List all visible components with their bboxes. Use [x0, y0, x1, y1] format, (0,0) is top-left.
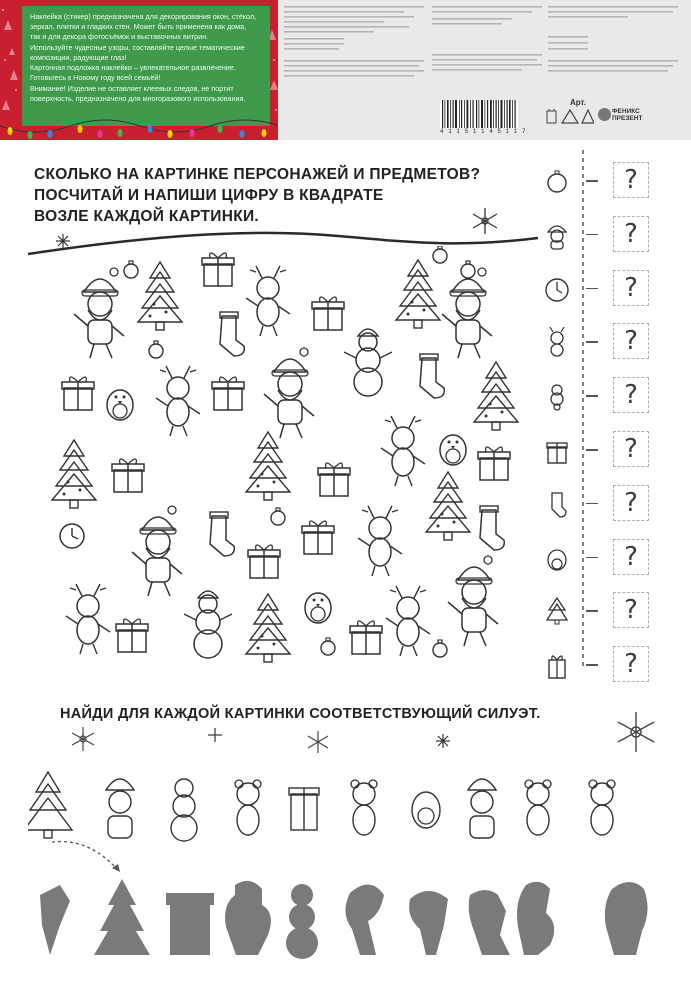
answer-box[interactable]: ? — [613, 592, 649, 628]
ornament-figure — [271, 508, 285, 525]
count-row — [538, 270, 678, 310]
snowflake-icon — [70, 726, 96, 752]
silhouette-snowman-head — [291, 884, 313, 906]
tree-figure — [246, 432, 290, 500]
silhouettes-row — [30, 865, 670, 965]
silhouette-tree — [94, 879, 150, 955]
description-line: композиции, радующие глаз! — [30, 52, 127, 62]
connector-dash — [586, 180, 598, 182]
gift-figure — [112, 459, 144, 492]
silhouette-gift — [170, 905, 210, 955]
stocking-figure — [220, 312, 244, 356]
tree-figure — [474, 362, 518, 430]
answer-box[interactable]: ? — [613, 646, 649, 682]
brand-logo-icon — [598, 108, 611, 121]
silhouette-gift-lid — [166, 893, 214, 905]
stocking-figure — [210, 512, 234, 556]
counting-scene — [28, 246, 538, 666]
task1-heading-line-3: ВОЗЛЕ КАЖДОЙ КАРТИНКИ. — [34, 208, 260, 225]
connector-dash — [586, 449, 598, 451]
gift-figure — [116, 619, 148, 652]
task2-heading: НАЙДИ ДЛЯ КАЖДОЙ КАРТИНКИ СООТВЕТСТВУЮЩИЙ СИЛУЭТ. — [60, 706, 541, 722]
gift-box-icon — [544, 435, 570, 465]
bullfinch-icon — [544, 543, 570, 573]
reindeer-figure — [381, 416, 425, 486]
answer-box[interactable]: ? — [613, 216, 649, 252]
garland-lights-icon — [0, 118, 278, 140]
package-header — [0, 0, 691, 140]
answer-box[interactable]: ? — [613, 377, 649, 413]
description-line: Внимание! Изделие не оставляет клеевых следов, не портит — [30, 83, 234, 93]
gift-figure — [212, 377, 244, 410]
tree-figure — [396, 260, 440, 328]
description-line: поверхность, предназначено для многоразового использования. — [30, 93, 246, 103]
festive-red-band — [0, 0, 278, 140]
answer-box[interactable]: ? — [613, 162, 649, 198]
brand-line-2: ПРЕЗЕНТ — [612, 115, 643, 123]
description-line: Используйте чудесные узоры, составляйте целые тематические — [30, 42, 245, 52]
gift-figure — [312, 297, 344, 330]
brand-name — [612, 108, 642, 123]
bird-figure — [107, 390, 133, 420]
reindeer-figure — [386, 586, 430, 656]
gift-figure — [478, 447, 510, 480]
silhouette-monkey — [345, 884, 384, 955]
bird-figure — [305, 593, 331, 623]
snowflake-icon — [306, 730, 330, 754]
answer-box[interactable]: ? — [613, 431, 649, 467]
stocking-icon — [544, 489, 570, 519]
product-description-box — [22, 6, 270, 126]
answer-box[interactable]: ? — [613, 539, 649, 575]
santa-figure — [74, 268, 124, 358]
clock-icon — [544, 274, 570, 304]
tree-figure — [426, 472, 470, 540]
connector-dash — [586, 341, 598, 343]
sparkle-icon — [208, 728, 222, 742]
snowflake-icon — [470, 206, 500, 236]
santa-icon — [544, 220, 570, 250]
santa-figure — [448, 556, 498, 646]
description-line: так и для декора фотосъёмок и выставочных витрин. — [30, 32, 209, 42]
silhouette-bird — [409, 891, 448, 955]
silhouette-snowman-body — [289, 904, 315, 930]
bird-figure — [440, 435, 466, 465]
snowflake-icon — [614, 710, 658, 754]
count-row — [538, 485, 678, 525]
sparkle-icon — [436, 734, 450, 748]
characters-row — [28, 768, 668, 848]
santa-figure — [442, 268, 492, 358]
count-row — [538, 162, 678, 202]
connector-dash — [586, 664, 598, 666]
snowman-figure — [344, 329, 392, 396]
gift-figure — [248, 545, 280, 578]
task1-heading-line-2: ПОСЧИТАЙ И НАПИШИ ЦИФРУ В КВАДРАТЕ — [34, 187, 384, 204]
silhouette-deer — [40, 885, 70, 955]
connector-dash — [586, 395, 598, 397]
silhouette-animal — [517, 882, 554, 955]
gift-figure — [202, 253, 234, 286]
description-line: Готовьтесь к Новому году всей семьёй! — [30, 73, 161, 83]
task1-heading-line-1: СКОЛЬКО НА КАРТИНКЕ ПЕРСОНАЖЕЙ И ПРЕДМЕТОВ? — [34, 166, 481, 183]
count-row — [538, 592, 678, 632]
tree-figure — [52, 440, 96, 508]
count-row — [538, 323, 678, 363]
snowman-figure — [184, 591, 232, 658]
ornament-figure — [321, 638, 335, 655]
gift-figure — [302, 521, 334, 554]
gift-figure — [350, 621, 382, 654]
count-row — [538, 216, 678, 256]
answer-box[interactable]: ? — [613, 270, 649, 306]
reindeer-figure — [246, 266, 290, 336]
connector-dash — [586, 288, 598, 290]
reindeer-icon — [544, 327, 570, 357]
connector-dash — [586, 234, 598, 236]
christmas-tree-icon — [544, 596, 570, 626]
reindeer-figure — [358, 506, 402, 576]
tree-figure — [138, 262, 182, 330]
count-row — [538, 539, 678, 579]
gift-figure — [318, 463, 350, 496]
clock-figure — [60, 524, 84, 548]
santa-figure — [132, 506, 182, 596]
count-row — [538, 377, 678, 417]
tree-figure — [246, 594, 290, 662]
barcode-number: 4 1 1 5 1 1 4 5 1 1 7 — [440, 128, 527, 135]
snowman-icon — [544, 381, 570, 411]
ornament-figure — [461, 261, 475, 278]
santa-figure — [264, 348, 314, 438]
ornament-ball-icon — [544, 166, 570, 196]
ornament-figure — [433, 640, 447, 657]
gift-figure — [62, 377, 94, 410]
answer-box[interactable]: ? — [613, 323, 649, 359]
description-line: Наклейка (стикер) предназначена для декорирования окон, стёкол, — [30, 12, 257, 21]
answer-box[interactable]: ? — [613, 485, 649, 521]
description-line: зеркал, плитки и гладких стен. Может быть применена как дома, — [30, 22, 247, 32]
connector-dash — [586, 557, 598, 559]
ornament-figure — [149, 341, 163, 358]
silhouette-reindeer — [469, 890, 510, 955]
brand-line-1: ФЕНИКС — [612, 108, 640, 115]
reindeer-figure — [156, 366, 200, 436]
description-line: Картонная подложка наклейки – увлекательное развлечение. — [30, 63, 236, 73]
reindeer-figure — [66, 584, 110, 654]
ornament-figure — [124, 261, 138, 278]
recycle-icon — [546, 108, 594, 126]
connector-dash — [586, 503, 598, 505]
stocking-figure — [420, 354, 444, 398]
count-row — [538, 646, 678, 686]
count-row — [538, 431, 678, 471]
ornament-figure — [433, 246, 447, 263]
stocking-figure — [480, 506, 504, 550]
fine-print-placeholder — [284, 4, 684, 94]
gift-ribbon-icon — [544, 650, 570, 680]
connector-dash — [586, 610, 598, 612]
article-label: Арт. — [570, 98, 586, 107]
barcode-icon — [440, 100, 518, 128]
silhouette-penguin — [605, 882, 648, 955]
silhouette-santa — [225, 881, 271, 955]
silhouette-snowman-base — [286, 927, 318, 959]
